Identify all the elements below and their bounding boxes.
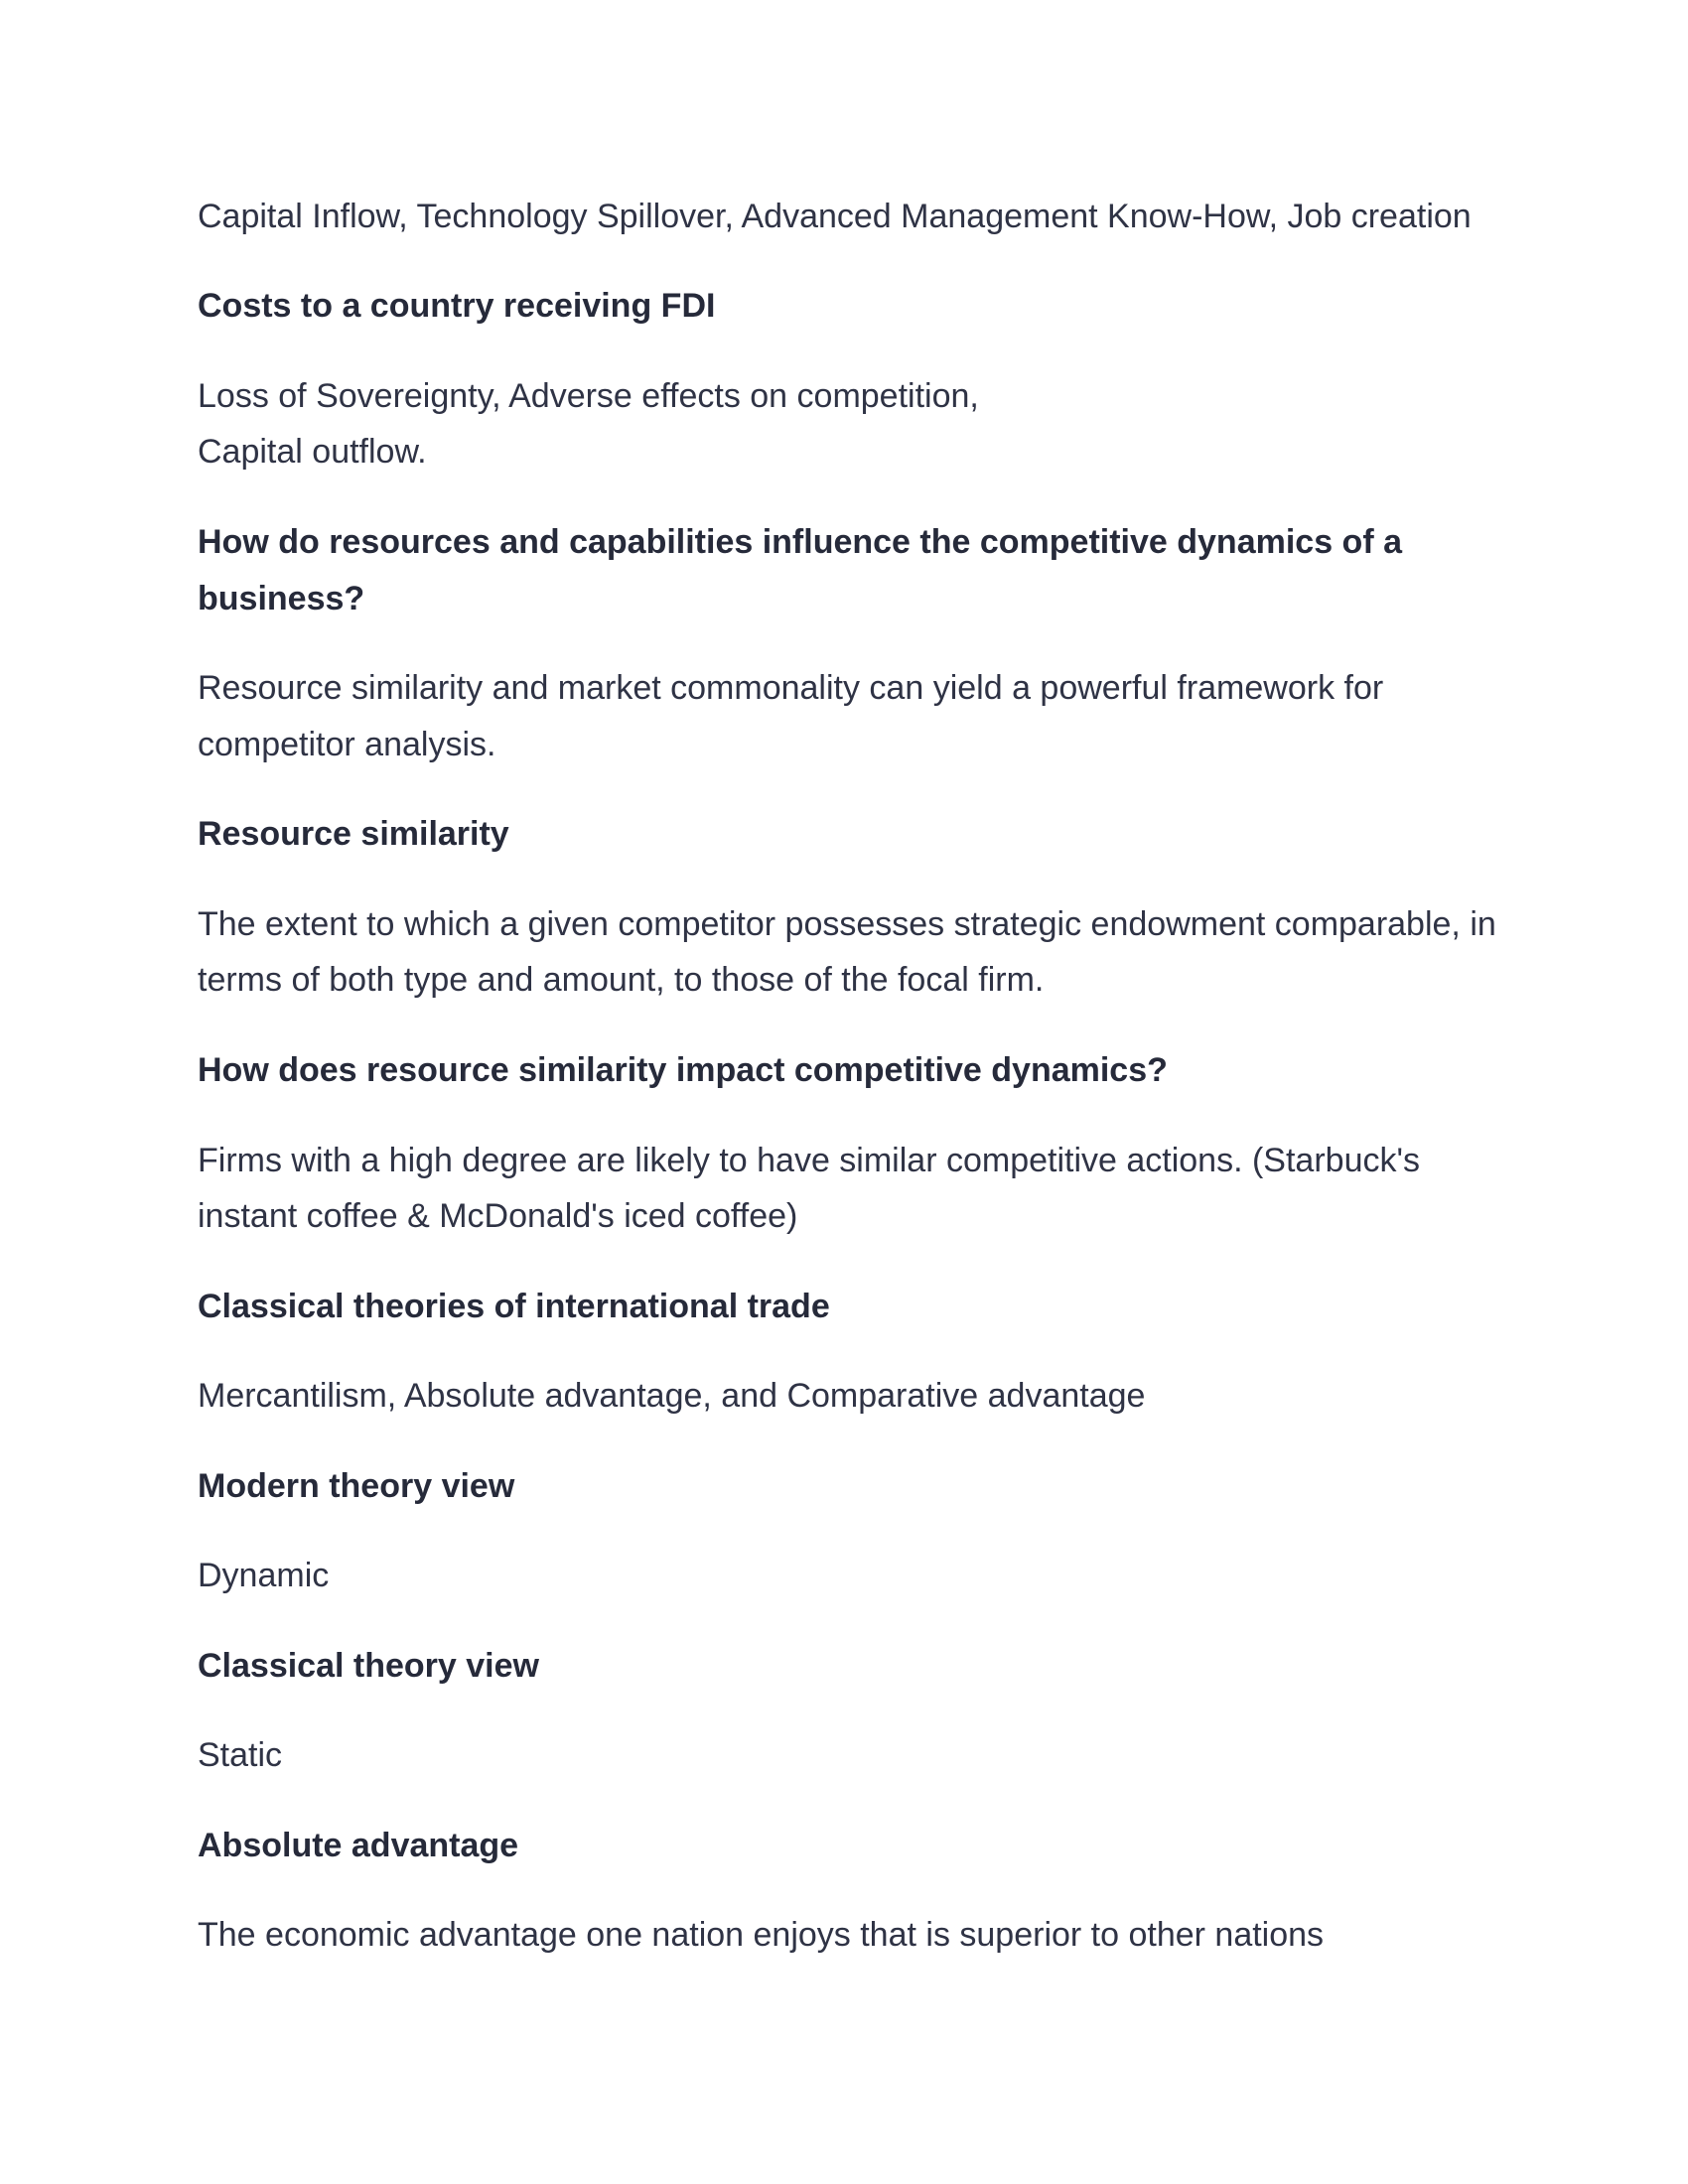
answer-text: Capital outflow. <box>198 433 427 471</box>
answer-text: instant coffee & McDonald's iced coffee) <box>198 1197 798 1235</box>
answer-text: Firms with a high degree are likely to have similar competitive actions. (Starbuck's <box>198 1142 1420 1179</box>
answer-text: Mercantilism, Absolute advantage, and Comparative advantage <box>198 1377 1146 1415</box>
answer-text: Static <box>198 1736 283 1774</box>
question-heading: Classical theories of international trade <box>198 1288 830 1325</box>
question-heading: business? <box>198 580 365 617</box>
answer-text: Dynamic <box>198 1557 330 1594</box>
answer-text: Capital Inflow, Technology Spillover, Advanced Management Know-How, Job creation <box>198 198 1472 235</box>
question-heading: How does resource similarity impact competitive dynamics? <box>198 1051 1168 1089</box>
question-heading: How do resources and capabilities influence the competitive dynamics of a <box>198 523 1402 561</box>
question-heading: Absolute advantage <box>198 1827 519 1864</box>
answer-text: competitor analysis. <box>198 726 496 763</box>
answer-text: The economic advantage one nation enjoys that is superior to other nations <box>198 1916 1325 1954</box>
answer-text: The extent to which a given competitor possesses strategic endowment comparable, in <box>198 905 1496 943</box>
answer-text: terms of both type and amount, to those of the focal firm. <box>198 961 1045 999</box>
answer-text: Resource similarity and market commonality can yield a powerful framework for <box>198 669 1384 707</box>
question-heading: Classical theory view <box>198 1647 539 1685</box>
question-heading: Modern theory view <box>198 1467 515 1505</box>
answer-text: Loss of Sovereignty, Adverse effects on competition, <box>198 377 979 415</box>
question-heading: Costs to a country receiving FDI <box>198 287 716 325</box>
question-heading: Resource similarity <box>198 815 509 853</box>
